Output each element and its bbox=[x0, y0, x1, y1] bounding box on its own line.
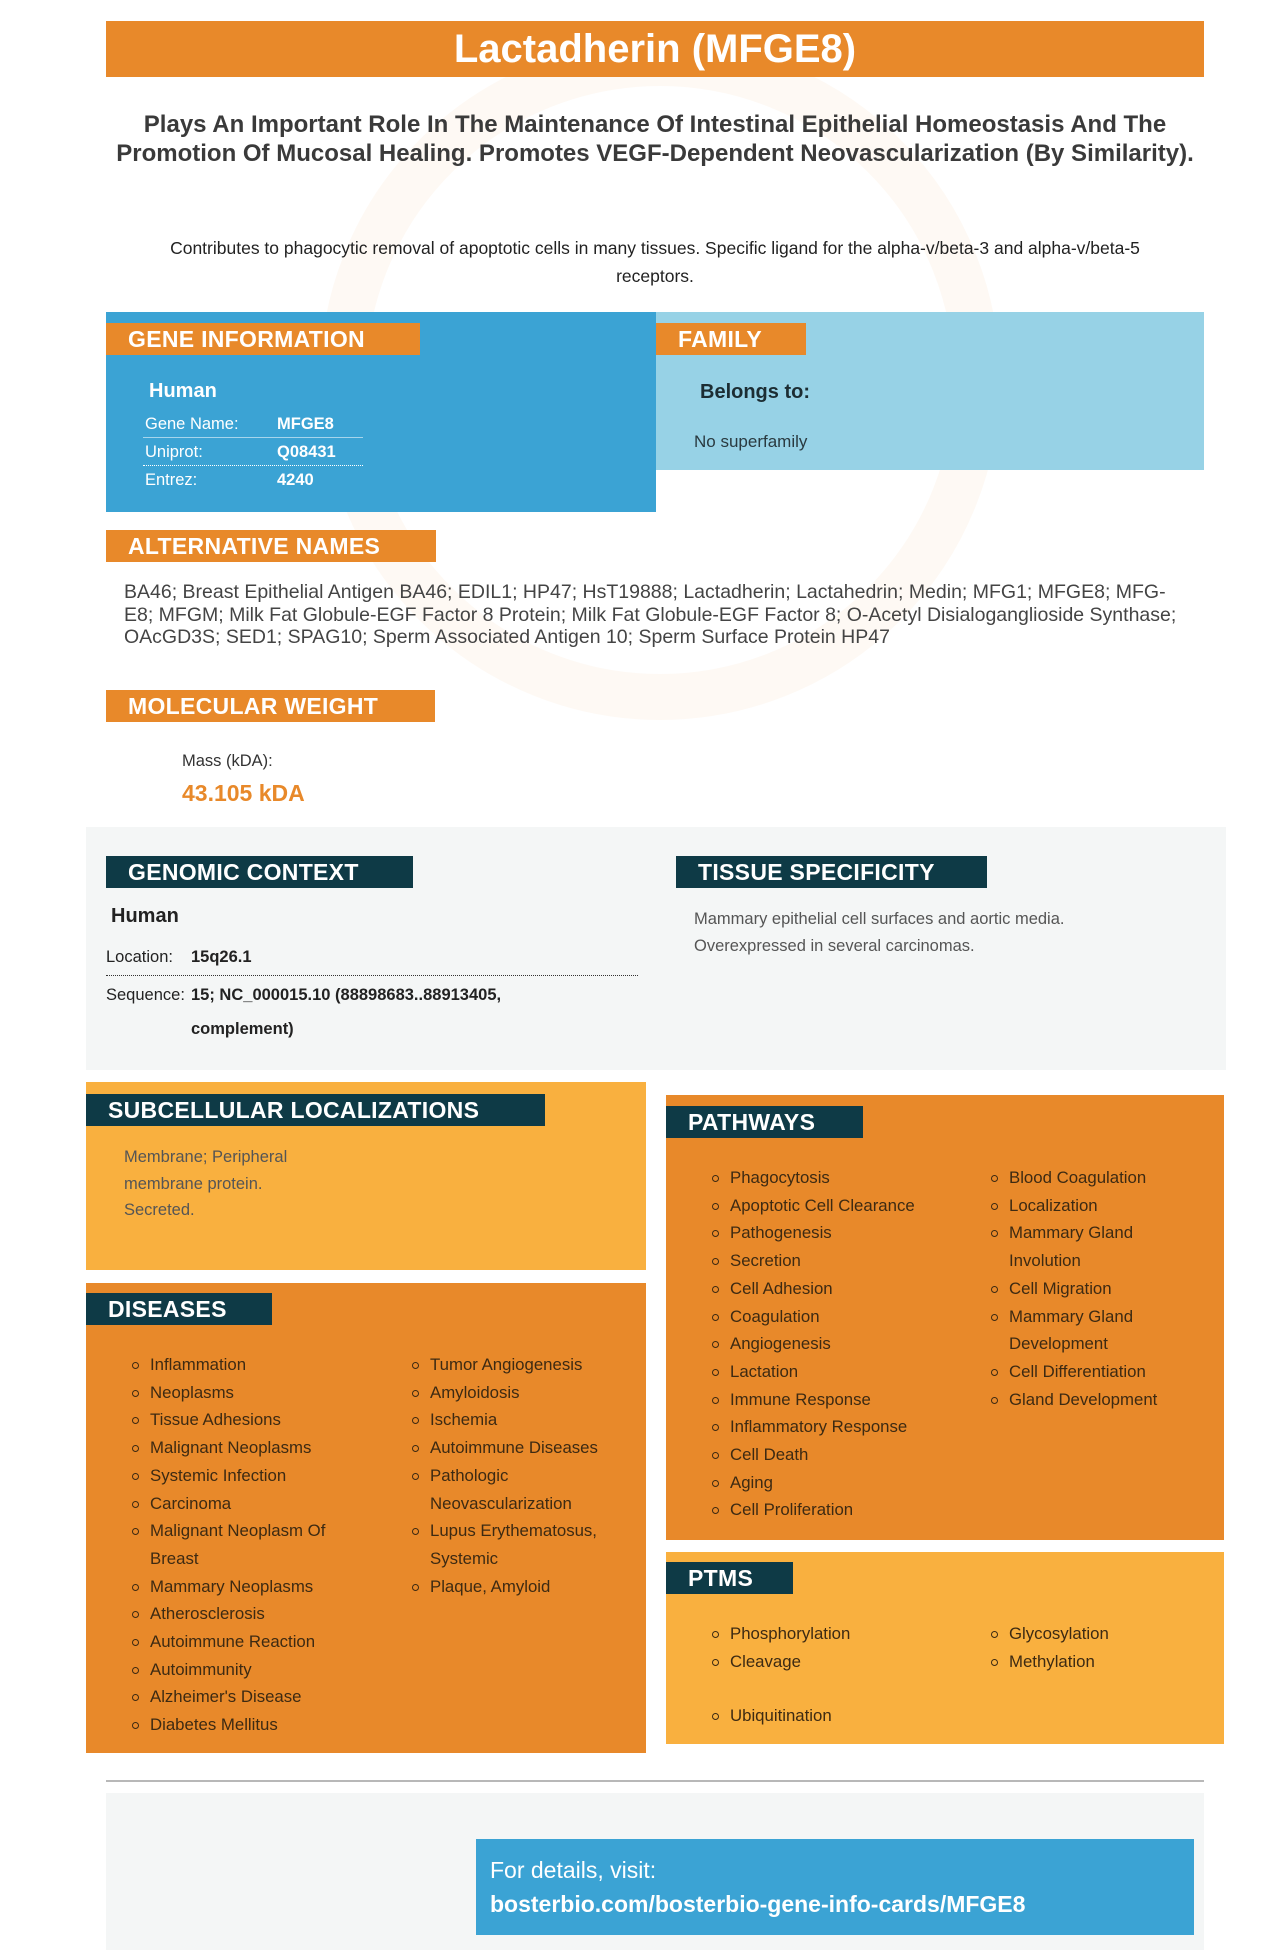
tissue-specificity-heading: TISSUE SPECIFICITY bbox=[676, 856, 987, 888]
list-item: Pathogenesis bbox=[712, 1219, 915, 1247]
pathways-heading: PATHWAYS bbox=[666, 1106, 863, 1138]
pathways-list-col1 bbox=[712, 1164, 915, 1524]
alternative-names-heading: ALTERNATIVE NAMES bbox=[106, 530, 436, 562]
list-item: Mammary Gland Involution bbox=[991, 1219, 1141, 1274]
list-item: Tissue Adhesions bbox=[132, 1406, 342, 1434]
list-item: Lactation bbox=[712, 1358, 915, 1386]
list-item: Aging bbox=[712, 1469, 915, 1497]
genomic-separator bbox=[106, 975, 638, 976]
ptms-heading: PTMS bbox=[666, 1562, 793, 1594]
family-heading: FAMILY bbox=[656, 323, 806, 355]
pathways-list-col2 bbox=[991, 1164, 1157, 1413]
list-item: Autoimmune Diseases bbox=[412, 1434, 622, 1462]
list-item: Neoplasms bbox=[132, 1379, 342, 1407]
ptms-list-extra bbox=[712, 1702, 832, 1730]
uniprot-label: Uniprot: bbox=[145, 443, 203, 461]
details-link-box[interactable] bbox=[476, 1839, 1194, 1935]
list-item: Ubiquitination bbox=[712, 1702, 832, 1730]
entrez-label: Entrez: bbox=[145, 471, 198, 489]
list-item: Secretion bbox=[712, 1247, 915, 1275]
subcellular-line: membrane protein. bbox=[124, 1174, 263, 1193]
entrez-row bbox=[143, 467, 363, 494]
list-item: Cell Proliferation bbox=[712, 1496, 915, 1524]
list-item: Inflammatory Response bbox=[712, 1413, 915, 1441]
uniprot-row bbox=[143, 439, 363, 466]
list-item: Mammary Gland Development bbox=[991, 1303, 1141, 1358]
genomic-species: Human bbox=[111, 905, 179, 927]
list-item: Autoimmune Reaction bbox=[132, 1628, 342, 1656]
list-item: Methylation bbox=[991, 1648, 1109, 1676]
list-item: Cleavage bbox=[712, 1648, 850, 1676]
genomic-context-heading: GENOMIC CONTEXT bbox=[106, 856, 413, 888]
alternative-names-text: BA46; Breast Epithelial Antigen BA46; EDIL1; HP47; HsT19888; Lactadherin; Lactahedrin; Medin; MFG1; MFGE8; MFG-E8; MFGM; Milk Fat Globule-EGF Factor 8 Protein; Milk Fat Globule-EGF Factor 8; O-Acetyl Disialoganglioside Synthase; OAcGD3S; SED1; SPAG10; Sperm Associated Antigen 10; Sperm Surface Protein HP47 bbox=[124, 581, 1177, 648]
subcellular-line: Secreted. bbox=[124, 1201, 195, 1219]
mass-value: 43.105 kDA bbox=[182, 780, 305, 806]
list-item: Amyloidosis bbox=[412, 1379, 622, 1407]
list-item: Pathologic Neovascularization bbox=[412, 1462, 592, 1517]
mass-label: Mass (kDA): bbox=[182, 752, 273, 770]
subcellular-text bbox=[124, 1144, 364, 1224]
footer-divider bbox=[106, 1780, 1204, 1782]
list-item: Carcinoma bbox=[132, 1490, 342, 1518]
list-item: Malignant Neoplasm Of Breast bbox=[132, 1517, 342, 1572]
location-label: Location: bbox=[106, 948, 173, 966]
list-item: Cell Differentiation bbox=[991, 1358, 1157, 1386]
sequence-label: Sequence: bbox=[106, 986, 185, 1004]
function-summary: Contributes to phagocytic removal of apoptotic cells in many tissues. Specific ligand for the alpha-v/beta-3 and alpha-v/beta-5 receptors. bbox=[170, 238, 1140, 286]
tissue-specificity-text: Mammary epithelial cell surfaces and aortic media. Overexpressed in several carcinomas. bbox=[694, 910, 1065, 955]
list-item: Glycosylation bbox=[991, 1620, 1109, 1648]
list-item: Tumor Angiogenesis bbox=[412, 1351, 622, 1379]
uniprot-value: Q08431 bbox=[277, 443, 336, 461]
details-label: For details, visit: bbox=[490, 1857, 657, 1883]
family-belongs-label: Belongs to: bbox=[700, 381, 810, 403]
list-item: Mammary Neoplasms bbox=[132, 1573, 342, 1601]
list-item: Malignant Neoplasms bbox=[132, 1434, 342, 1462]
page-title: Lactadherin (MFGE8) bbox=[106, 21, 1204, 77]
sequence-value-line2: complement) bbox=[191, 1020, 294, 1038]
list-item: Blood Coagulation bbox=[991, 1164, 1157, 1192]
list-item: Atherosclerosis bbox=[132, 1600, 342, 1628]
sequence-row bbox=[106, 978, 638, 1048]
molecular-weight-heading: MOLECULAR WEIGHT bbox=[106, 690, 435, 722]
list-item: Inflammation bbox=[132, 1351, 342, 1379]
gene-name-row bbox=[143, 411, 363, 438]
list-item: Autoimmunity bbox=[132, 1656, 342, 1684]
gene-name-label: Gene Name: bbox=[145, 415, 239, 433]
list-item: Phagocytosis bbox=[712, 1164, 915, 1192]
list-item: Coagulation bbox=[712, 1303, 915, 1331]
list-item: Immune Response bbox=[712, 1386, 915, 1414]
subcellular-line: Membrane; Peripheral bbox=[124, 1148, 288, 1166]
list-item: Angiogenesis bbox=[712, 1330, 915, 1358]
list-item: Cell Adhesion bbox=[712, 1275, 915, 1303]
subcellular-heading: SUBCELLULAR LOCALIZATIONS bbox=[86, 1094, 545, 1126]
gene-name-value: MFGE8 bbox=[277, 415, 334, 433]
gene-species: Human bbox=[149, 380, 217, 402]
list-item: Cell Death bbox=[712, 1441, 915, 1469]
gene-information-heading: GENE INFORMATION bbox=[106, 323, 420, 355]
list-item: Ischemia bbox=[412, 1406, 622, 1434]
list-item: Localization bbox=[991, 1192, 1157, 1220]
details-link[interactable]: bosterbio.com/bosterbio-gene-info-cards/MFGE8 bbox=[490, 1891, 1026, 1917]
diseases-heading: DISEASES bbox=[86, 1293, 272, 1325]
list-item: Diabetes Mellitus bbox=[132, 1711, 342, 1739]
list-item: Gland Development bbox=[991, 1386, 1157, 1414]
list-item: Plaque, Amyloid bbox=[412, 1573, 622, 1601]
list-item: Apoptotic Cell Clearance bbox=[712, 1192, 915, 1220]
function-headline: Plays An Important Role In The Maintenance Of Intestinal Epithelial Homeostasis And The Promotion Of Mucosal Healing. Promotes VEGF-Dependent Neovascularization (By Similarity). bbox=[116, 111, 1194, 167]
family-value: No superfamily bbox=[694, 432, 808, 451]
diseases-list-col1 bbox=[132, 1351, 342, 1739]
list-item: Systemic Infection bbox=[132, 1462, 342, 1490]
list-item: Phosphorylation bbox=[712, 1620, 850, 1648]
location-value: 15q26.1 bbox=[191, 948, 252, 966]
diseases-list-col2 bbox=[412, 1351, 622, 1600]
list-item: Alzheimer's Disease bbox=[132, 1683, 342, 1711]
list-item: Lupus Erythematosus, Systemic bbox=[412, 1517, 612, 1572]
ptms-list-col1 bbox=[712, 1620, 850, 1675]
ptms-list-col2 bbox=[991, 1620, 1109, 1675]
sequence-value-line1: 15; NC_000015.10 (88898683..88913405, bbox=[191, 986, 502, 1004]
entrez-value: 4240 bbox=[277, 471, 314, 489]
list-item: Cell Migration bbox=[991, 1275, 1157, 1303]
location-row bbox=[106, 945, 638, 975]
